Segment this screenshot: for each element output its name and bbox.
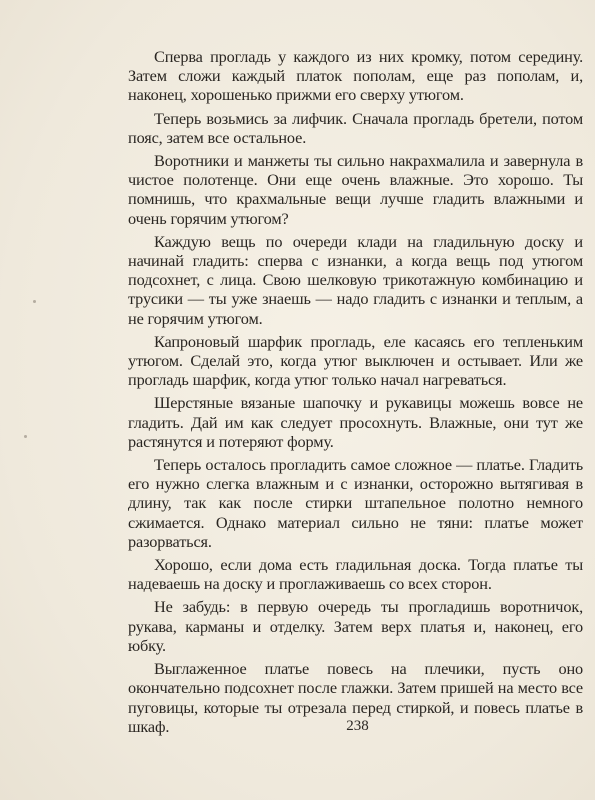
paragraph: Теперь осталось проглaдить самое сложное — платье. Гладить его нужно слегка влажным и с изнанки, осторожно вытягивая в длину, так как после стирки штапельное полотно немного сжимается. Однако материал сильно не тяни: платье может разорваться. xyxy=(128,455,583,551)
paragraph: Капроновый шарфик проглaдь, еле касаясь его тепленьким утюгом. Сделай это, когда утюг выключен и остывает. Или же проглaдь шарфик, когда утюг только начал нагреваться. xyxy=(128,331,583,390)
page-number: 238 xyxy=(346,718,369,734)
paragraph: Выглаженное платье повесь на плечики, пусть оно окончательно подсохнет после глажки. Затем пришей на место все пуговицы, которые ты отрезала перед стиркой, и повесь платье в шкаф. xyxy=(128,659,583,736)
paragraph: Хорошо, если дома есть гладильная доска. Тогда платье ты надеваешь на доску и проглаживаешь со всех сторон. xyxy=(128,555,583,594)
paragraph: Шерстяные вязаные шапочку и рукавицы можешь вовсе не гладить. Дай им как следует просохнуть. Влажные, они тут же растянутся и потеряют форму. xyxy=(128,393,583,451)
body-text xyxy=(128,47,583,740)
paper-speck xyxy=(24,435,27,438)
paragraph: Теперь возьмись за лифчик. Сначала проглaдь бретели, потом пояс, затем все остальное. xyxy=(128,108,583,147)
paragraph: Сперва проглaдь у каждого из них кромку, потом середину. Затем сложи каждый платок пополам, еще раз пополам, и, наконец, хорошенько прижми его сверху утюгом. xyxy=(128,47,583,105)
paper-speck xyxy=(33,300,36,303)
paragraph: Не забудь: в первую очередь ты проглaдишь воротничок, рукава, карманы и отделку. Затем верх платья и, наконец, его юбку. xyxy=(128,597,583,655)
paragraph: Воротники и манжеты ты сильно накрахмалила и завернула в чистое полотенце. Они еще очень влажные. Это хорошо. Ты помнишь, что крахмальные вещи лучше гладить влажными и очень горячим утюгом? xyxy=(128,151,583,228)
paragraph: Каждую вещь по очереди клади на гладильную доску и начинай гладить: сперва с изнанки, а когда вещь под утюгом подсохнет, с лица. Свою шелковую трикотажную комбинацию и трусики — ты уже знаешь — надо гладить с изнанки и теплым, а не горячим утюгом. xyxy=(128,231,583,328)
